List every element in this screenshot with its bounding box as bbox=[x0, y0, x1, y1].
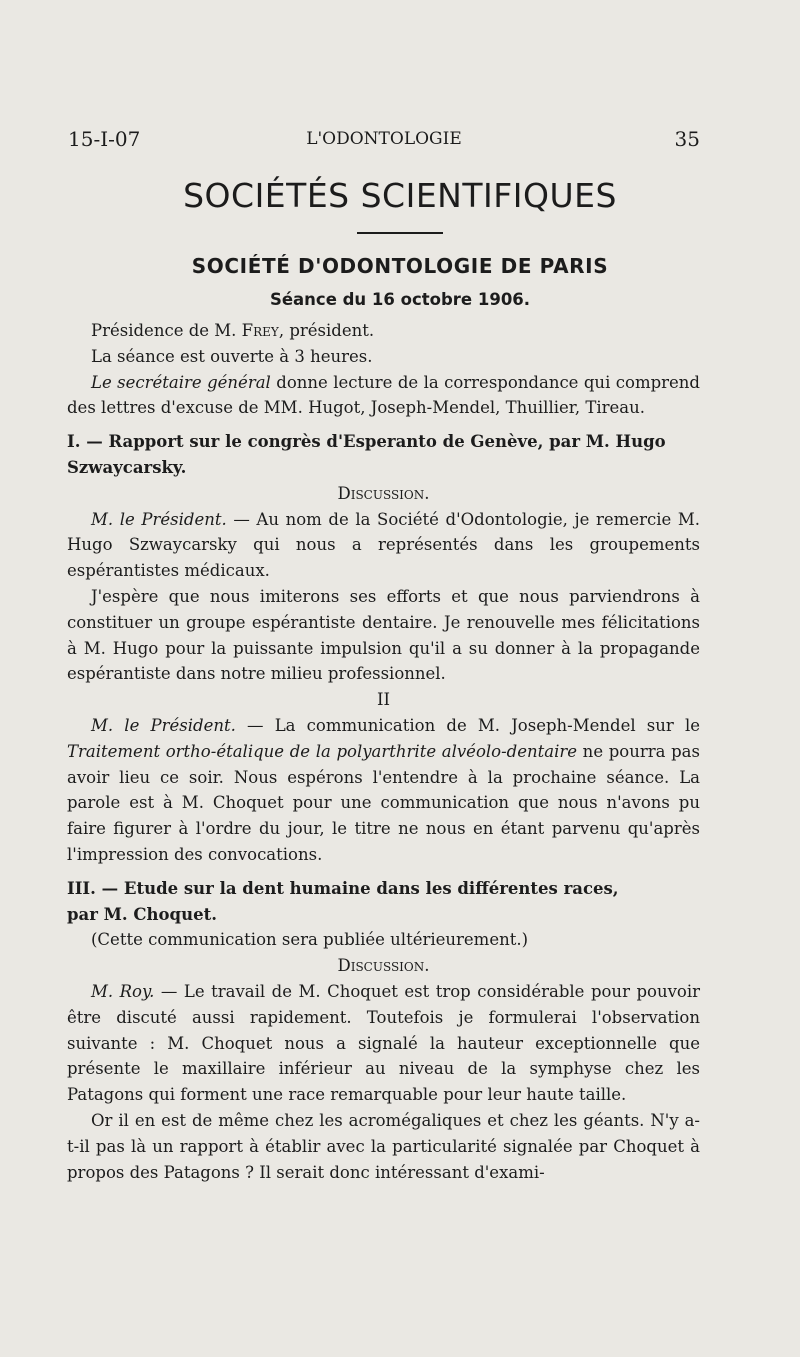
section-1-paragraph-2: J'espère que nous imiterons ses efforts et que nous parviendrons à constituer un groupe espérantiste dentaire. Je renouvelle mes félicitations à M. Hugo pour la puissante impulsion qu'il a su donner à la propagande espérantiste dans notre milieu professionnel. bbox=[67, 586, 700, 684]
section-1-heading-line2: Szwaycarsky. bbox=[67, 457, 187, 477]
journal-name: L'ODONTOLOGIE bbox=[306, 129, 462, 149]
title-rule bbox=[357, 232, 443, 234]
opening-line: La séance est ouverte à 3 heures. bbox=[91, 346, 373, 366]
speaker-president-2: M. le Président. bbox=[91, 715, 236, 735]
section-3-paragraph-1-text: — Le travail de M. Choquet est trop considérable pour pouvoir être discuté aussi rapidement. Toutefois je formulerai l'observation suivante : M. Choquet nous a signalé la hauteur exceptionnelle que présente le maxillaire inférieur au niveau de la symphyse chez les Patagons qui forment une race remarquable pour leur haute taille. bbox=[67, 981, 700, 1105]
secretary-paragraph bbox=[67, 370, 700, 422]
section-3-discussion: Discussion. bbox=[337, 956, 430, 976]
section-3-paragraph-1 bbox=[67, 979, 700, 1108]
society-title: SOCIÉTÉ D'ODONTOLOGIE DE PARIS bbox=[191, 254, 609, 278]
president-name: Frey bbox=[241, 321, 279, 340]
presidence-line bbox=[67, 318, 700, 344]
presidence-text: Présidence de M. bbox=[91, 321, 242, 340]
section-1-paragraph-1-text: — Au nom de la Société d'Odontologie, je remercie M. Hugo Szwaycarsky qui nous a représentés dans les groupements espérantistes médicaux. bbox=[67, 509, 700, 581]
secretary-label: Le secrétaire général bbox=[91, 372, 271, 392]
main-title: SOCIÉTÉS SCIENTIFIQUES bbox=[183, 176, 617, 215]
secretary-text: donne lecture de la correspondance qui comprend des lettres d'excuse de MM. Hugot, Joseph-Mendel, Thuillier, Tireau. bbox=[67, 372, 700, 418]
article-body bbox=[67, 318, 700, 1185]
section-2-text-a: — La communication de M. Joseph-Mendel sur le bbox=[235, 715, 700, 735]
speaker-president: M. le Président. bbox=[91, 509, 227, 529]
running-head bbox=[68, 126, 700, 152]
section-2-paragraph-1 bbox=[67, 713, 700, 868]
section-3-heading bbox=[67, 876, 700, 928]
section-1-paragraph-1 bbox=[67, 507, 700, 584]
section-3-heading-line2: par M. Choquet. bbox=[67, 904, 217, 924]
section-1-heading-line1: I. — Rapport sur le congrès d'Esperanto de Genève, par M. Hugo bbox=[67, 432, 666, 452]
section-3-note: (Cette communication sera publiée ultérieurement.) bbox=[91, 930, 529, 950]
section-3-paragraph-2: Or il en est de même chez les acromégaliques et chez les géants. N'y a-t-il pas là un rapport à établir avec la particularité signalée par Choquet à propos des Patagons ? Il serait donc intéressant d'exami- bbox=[67, 1110, 700, 1182]
section-1-heading bbox=[67, 429, 700, 481]
issue-date: 15-I-07 bbox=[68, 127, 141, 151]
section-1-discussion: Discussion. bbox=[337, 483, 430, 503]
page-number: 35 bbox=[674, 127, 700, 151]
section-3-heading-line1: III. — Etude sur la dent humaine dans les différentes races, bbox=[67, 878, 619, 898]
section-2-numeral: II bbox=[376, 690, 391, 710]
section-2-text-b: ne pourra pas avoir lieu ce soir. Nous espérons l'entendre à la prochaine séance. La parole est à M. Choquet pour une communication que nous n'avons pu faire figurer à l'ordre du jour, le titre ne nous en étant parvenu qu'après l'impression des convocations. bbox=[67, 741, 700, 864]
presidence-suffix: , président. bbox=[278, 321, 375, 340]
communication-title: Traitement ortho-étalique de la polyarthrite alvéolo-dentaire bbox=[67, 741, 578, 761]
session-date: Séance du 16 octobre 1906. bbox=[269, 290, 531, 309]
speaker-roy: M. Roy. bbox=[91, 981, 155, 1001]
